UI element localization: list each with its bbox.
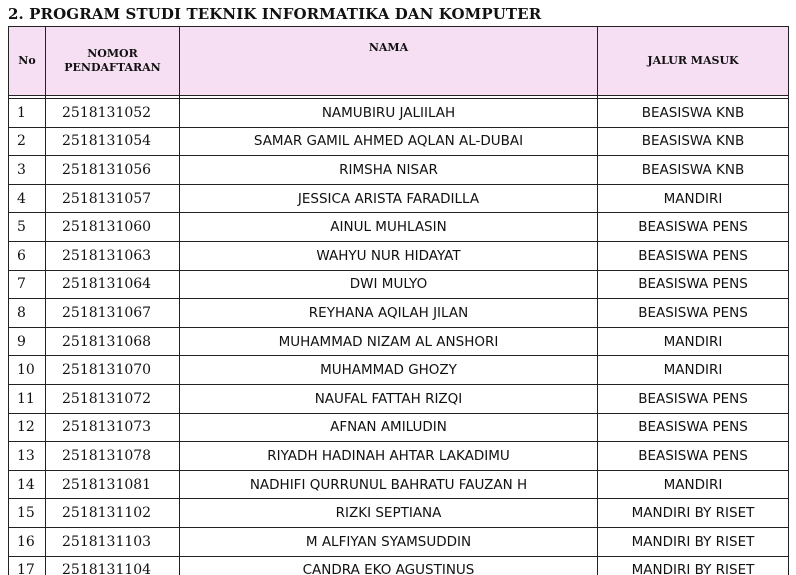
header-row: [9, 27, 789, 96]
cell-jalur-masuk: MANDIRI: [598, 184, 789, 213]
header-jalur-masuk: JALUR MASUK: [598, 27, 789, 96]
cell-nomor-pendaftaran: 2518131064: [46, 270, 180, 299]
cell-nama: DWI MULYO: [180, 270, 598, 299]
cell-nomor-pendaftaran: 2518131060: [46, 213, 180, 242]
table-row: [9, 184, 789, 213]
cell-nama: CANDRA EKO AGUSTINUS: [180, 556, 598, 575]
cell-nomor-pendaftaran: 2518131056: [46, 156, 180, 185]
cell-jalur-masuk: BEASISWA PENS: [598, 384, 789, 413]
cell-nama: JESSICA ARISTA FARADILLA: [180, 184, 598, 213]
cell-jalur-masuk: MANDIRI BY RISET: [598, 499, 789, 528]
cell-jalur-masuk: BEASISWA KNB: [598, 127, 789, 156]
cell-nomor-pendaftaran: 2518131102: [46, 499, 180, 528]
table-row: [9, 356, 789, 385]
section-heading: 2. PROGRAM STUDI TEKNIK INFORMATIKA DAN KOMPUTER: [8, 5, 542, 23]
cell-nama: AINUL MUHLASIN: [180, 213, 598, 242]
cell-nomor-pendaftaran: 2518131081: [46, 470, 180, 499]
cell-jalur-masuk: BEASISWA PENS: [598, 299, 789, 328]
cell-jalur-masuk: BEASISWA PENS: [598, 442, 789, 471]
table-row: [9, 413, 789, 442]
cell-nama: WAHYU NUR HIDAYAT: [180, 241, 598, 270]
cell-no: 17: [9, 556, 46, 575]
cell-nomor-pendaftaran: 2518131067: [46, 299, 180, 328]
cell-jalur-masuk: MANDIRI BY RISET: [598, 527, 789, 556]
header-nama: NAMA: [180, 27, 598, 96]
cell-no: 1: [9, 99, 46, 128]
cell-nama: MUHAMMAD GHOZY: [180, 356, 598, 385]
cell-jalur-masuk: MANDIRI: [598, 356, 789, 385]
cell-no: 2: [9, 127, 46, 156]
cell-nomor-pendaftaran: 2518131104: [46, 556, 180, 575]
cell-no: 5: [9, 213, 46, 242]
cell-no: 8: [9, 299, 46, 328]
cell-nomor-pendaftaran: 2518131057: [46, 184, 180, 213]
cell-jalur-masuk: BEASISWA PENS: [598, 413, 789, 442]
cell-nama: RIZKI SEPTIANA: [180, 499, 598, 528]
table-row: [9, 99, 789, 128]
cell-nomor-pendaftaran: 2518131052: [46, 99, 180, 128]
cell-no: 3: [9, 156, 46, 185]
cell-nama: AFNAN AMILUDIN: [180, 413, 598, 442]
cell-no: 14: [9, 470, 46, 499]
cell-nama: SAMAR GAMIL AHMED AQLAN AL-DUBAI: [180, 127, 598, 156]
cell-nomor-pendaftaran: 2518131068: [46, 327, 180, 356]
table-row: [9, 470, 789, 499]
cell-nomor-pendaftaran: 2518131070: [46, 356, 180, 385]
header-no: No: [9, 27, 46, 96]
cell-jalur-masuk: BEASISWA KNB: [598, 99, 789, 128]
cell-no: 16: [9, 527, 46, 556]
cell-no: 15: [9, 499, 46, 528]
cell-nama: M ALFIYAN SYAMSUDDIN: [180, 527, 598, 556]
header-nomor-pendaftaran: [46, 27, 180, 96]
cell-jalur-masuk: MANDIRI BY RISET: [598, 556, 789, 575]
table-row: [9, 556, 789, 575]
cell-nama: RIMSHA NISAR: [180, 156, 598, 185]
table-row: [9, 299, 789, 328]
table-body: [9, 96, 789, 575]
table-row: [9, 213, 789, 242]
cell-nomor-pendaftaran: 2518131054: [46, 127, 180, 156]
cell-no: 11: [9, 384, 46, 413]
cell-nomor-pendaftaran: 2518131063: [46, 241, 180, 270]
cell-nama: RIYADH HADINAH AHTAR LAKADIMU: [180, 442, 598, 471]
header-nomor-line2: PENDAFTARAN: [64, 61, 161, 74]
table-row: [9, 442, 789, 471]
cell-no: 12: [9, 413, 46, 442]
cell-nama: REYHANA AQILAH JILAN: [180, 299, 598, 328]
table-row: [9, 241, 789, 270]
cell-jalur-masuk: BEASISWA PENS: [598, 213, 789, 242]
table-row: [9, 127, 789, 156]
cell-nama: MUHAMMAD NIZAM AL ANSHORI: [180, 327, 598, 356]
header-nomor-line1: NOMOR: [87, 47, 138, 60]
cell-nomor-pendaftaran: 2518131072: [46, 384, 180, 413]
cell-jalur-masuk: BEASISWA PENS: [598, 241, 789, 270]
cell-nomor-pendaftaran: 2518131073: [46, 413, 180, 442]
cell-nama: NADHIFI QURRUNUL BAHRATU FAUZAN H: [180, 470, 598, 499]
table-row: [9, 527, 789, 556]
cell-jalur-masuk: BEASISWA KNB: [598, 156, 789, 185]
cell-no: 9: [9, 327, 46, 356]
table-header: [9, 27, 789, 96]
cell-no: 6: [9, 241, 46, 270]
cell-nomor-pendaftaran: 2518131103: [46, 527, 180, 556]
table-row: [9, 156, 789, 185]
cell-no: 10: [9, 356, 46, 385]
table-row: [9, 384, 789, 413]
cell-nama: NAMUBIRU JALIILAH: [180, 99, 598, 128]
cell-nama: NAUFAL FATTAH RIZQI: [180, 384, 598, 413]
cell-jalur-masuk: BEASISWA PENS: [598, 270, 789, 299]
cell-no: 4: [9, 184, 46, 213]
cell-no: 7: [9, 270, 46, 299]
table-row: [9, 499, 789, 528]
table-row: [9, 270, 789, 299]
cell-jalur-masuk: MANDIRI: [598, 327, 789, 356]
cell-nomor-pendaftaran: 2518131078: [46, 442, 180, 471]
cell-no: 13: [9, 442, 46, 471]
student-table: [8, 26, 789, 575]
table-row: [9, 327, 789, 356]
cell-jalur-masuk: MANDIRI: [598, 470, 789, 499]
